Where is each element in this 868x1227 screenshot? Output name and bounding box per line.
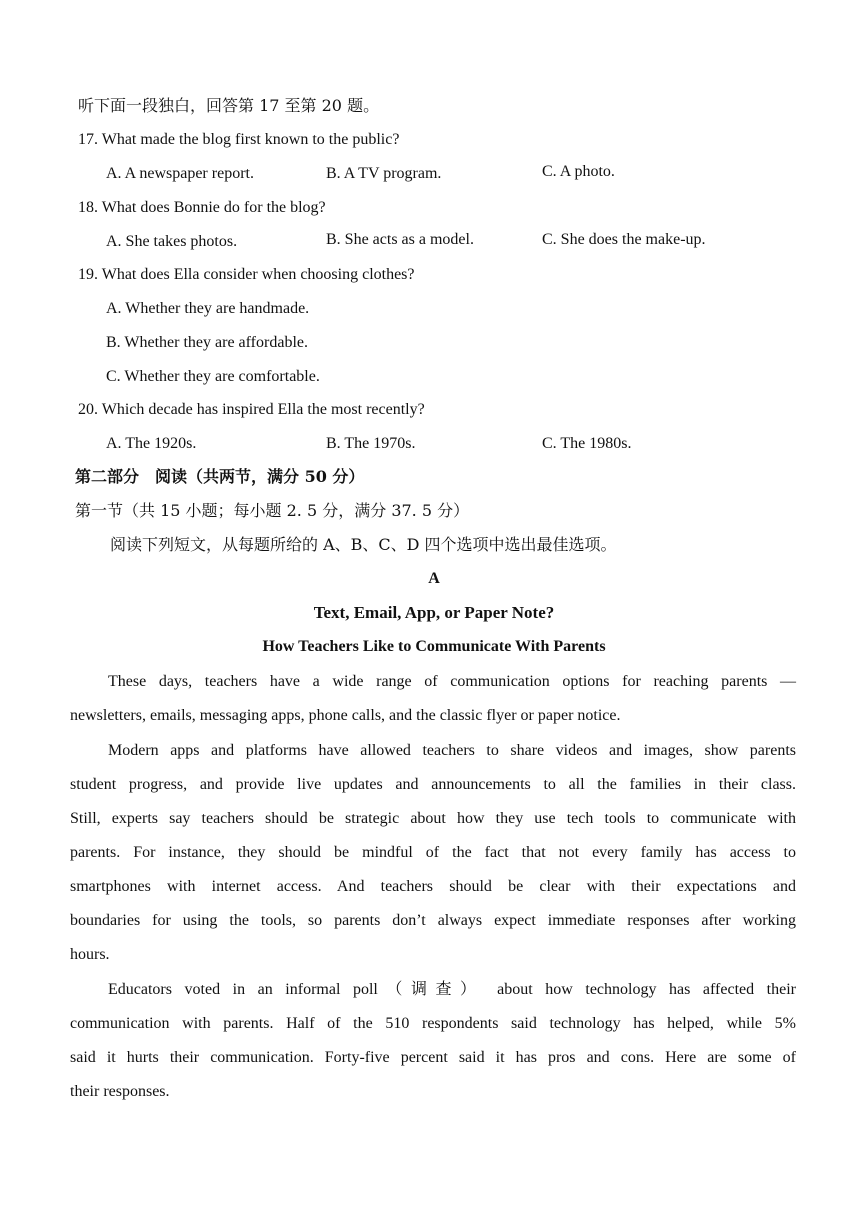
question-18-option-c: C. She does the make-up. [542,231,706,248]
question-20-stem: 20. Which decade has inspired Ella the most recently? [78,401,425,418]
paragraph-2-line-2: student progress, and provide live updates and announcements to all the families in their class. [70,776,796,793]
paragraph-2-line-7: hours. [70,946,110,963]
question-19-stem: 19. What does Ella consider when choosing clothes? [78,266,415,283]
question-19-option-b: B. Whether they are affordable. [106,334,308,351]
paragraph-2-line-3: Still, experts say teachers should be strategic about how they use tech tools to communicate with [70,810,796,827]
passage-letter: A [428,570,440,587]
question-20-option-a: A. The 1920s. [106,435,197,452]
question-18-stem: 18. What does Bonnie do for the blog? [78,199,326,216]
listening-instruction: 听下面一段独白，回答第 17 至第 20 题。 [78,96,380,115]
question-17-option-c: C. A photo. [542,163,615,180]
paragraph-2-line-1: Modern apps and platforms have allowed teachers to share videos and images, show parents [108,742,796,759]
question-18-option-b: B. She acts as a model. [326,231,474,248]
reading-section-title: 第一节（共 15 小题；每小题 2. 5 分，满分 37. 5 分） [75,501,470,520]
question-19-option-a: A. Whether they are handmade. [106,300,310,317]
paragraph-3-line-1: Educators voted in an informal poll（调查） about how technology has affected their [108,981,796,998]
question-17-stem: 17. What made the blog first known to the public? [78,131,400,148]
paragraph-2-line-5: smartphones with internet access. And teachers should be clear with their expectations and [70,878,796,895]
reading-part-title: 第二部分 阅读（共两节，满分 50 分） [75,467,365,486]
paragraph-2-line-6: boundaries for using the tools, so parents don’t always expect immediate responses after working [70,912,796,929]
passage-title-line2: How Teachers Like to Communicate With Parents [262,638,606,655]
paragraph-3-line-2: communication with parents. Half of the 510 respondents said technology has helped, while 5% [70,1015,796,1032]
paragraph-1-line-2: newsletters, emails, messaging apps, phone calls, and the classic flyer or paper notice. [70,707,621,724]
question-17-option-a: A. A newspaper report. [106,165,254,182]
passage-title-line1: Text, Email, App, or Paper Note? [313,603,555,622]
question-20-option-c: C. The 1980s. [542,435,632,452]
question-20-option-b: B. The 1970s. [326,435,416,452]
question-19-option-c: C. Whether they are comfortable. [106,368,320,385]
paragraph-2-line-4: parents. For instance, they should be mindful of the fact that not every family has access to [70,844,796,861]
reading-instruction: 阅读下列短文，从每题所给的 A、B、C、D 四个选项中选出最佳选项。 [110,535,617,554]
paragraph-3-line-4: their responses. [70,1083,170,1100]
question-17-option-b: B. A TV program. [326,165,442,182]
paragraph-1-line-1: These days, teachers have a wide range of communication options for reaching parents — [108,673,796,690]
question-18-option-a: A. She takes photos. [106,233,238,250]
paragraph-3-line-3: said it hurts their communication. Forty-five percent said it has pros and cons. Here are some of [70,1049,796,1066]
